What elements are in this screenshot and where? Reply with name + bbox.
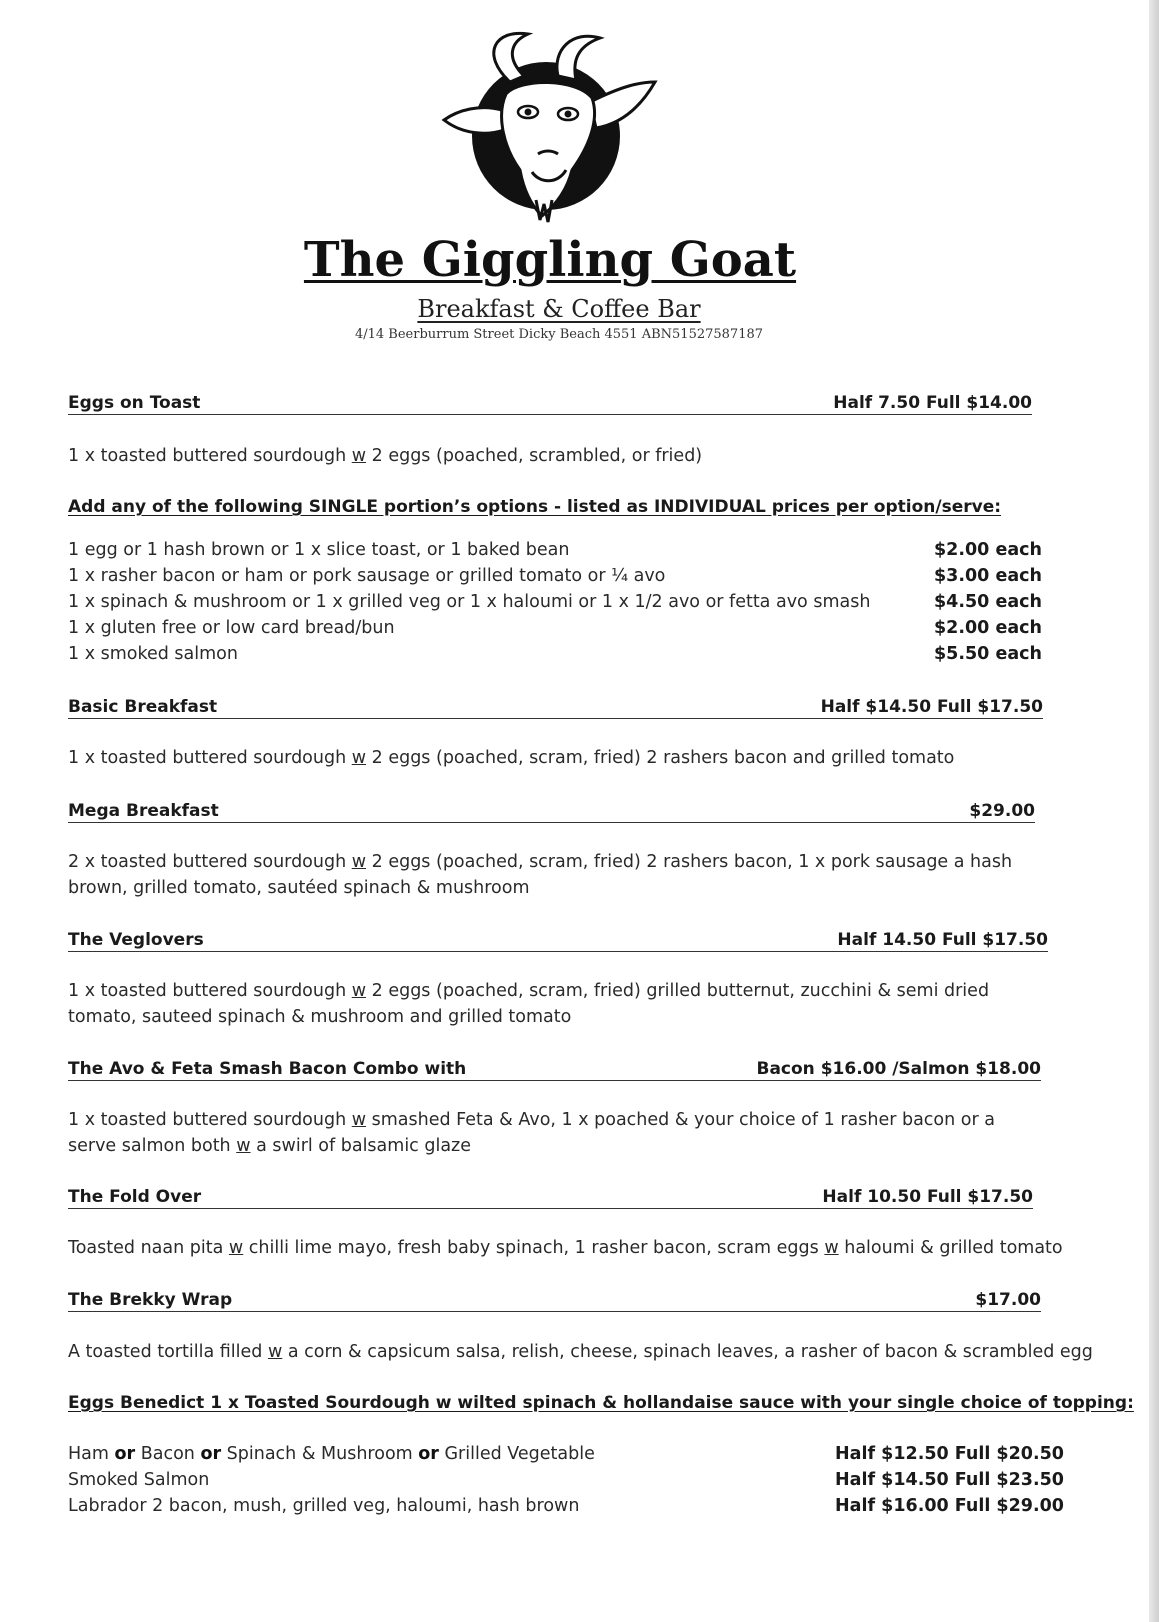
- section-veglovers: [68, 927, 1048, 952]
- addon-row: 1 x spinach & mushroom or 1 x grilled veg or 1 x haloumi or 1 x 1/2 avo or fetta avo smash $4.50 each: [68, 592, 1042, 612]
- addon-row: 1 x gluten free or low card bread/bun $2.00 each: [68, 618, 1042, 638]
- section-avo-feta-smash: [68, 1056, 1041, 1081]
- benedict-row: Labrador 2 bacon, mush, grilled veg, haloumi, hash brown Half $16.00 Full $29.00: [68, 1496, 1064, 1516]
- section-mega-breakfast: [68, 798, 1035, 823]
- section-name: The Brekky Wrap: [68, 1290, 233, 1310]
- section-price: Bacon $16.00 /Salmon $18.00: [756, 1059, 1041, 1079]
- addon-row: 1 egg or 1 hash brown or 1 x slice toast, or 1 baked bean $2.00 each: [68, 540, 1042, 560]
- restaurant-title: The Giggling Goat: [303, 232, 797, 288]
- addons-heading: Add any of the following SINGLE portion’s options - listed as INDIVIDUAL prices per option/serve:: [68, 497, 1002, 517]
- addon-row: 1 x rasher bacon or ham or pork sausage or grilled tomato or ¼ avo $3.00 each: [68, 566, 1042, 586]
- basic-breakfast-description: 1 x toasted buttered sourdough w 2 eggs (poached, scram, fried) 2 rashers bacon and grilled tomato: [68, 748, 955, 768]
- section-name: Basic Breakfast: [68, 697, 218, 717]
- section-price: Half $14.50 Full $17.50: [820, 697, 1043, 717]
- section-eggs-on-toast: [68, 390, 1032, 415]
- addon-row: 1 x smoked salmon $5.50 each: [68, 644, 1042, 664]
- goat-logo-icon: [440, 24, 680, 224]
- mega-breakfast-description: 2 x toasted buttered sourdough w 2 eggs (poached, scram, fried) 2 rashers bacon, 1 x pork sausage a hash brown, grilled tomato, sautéed spinach & mushroom: [68, 852, 1013, 898]
- section-basic-breakfast: [68, 694, 1043, 719]
- section-price: Half 10.50 Full $17.50: [822, 1187, 1033, 1207]
- benedict-row: Ham or Bacon or Spinach & Mushroom or Grilled Vegetable Half $12.50 Full $20.50: [68, 1444, 1064, 1464]
- fold-over-description: Toasted naan pita w chilli lime mayo, fresh baby spinach, 1 rasher bacon, scram eggs w haloumi & grilled tomato: [68, 1238, 1063, 1258]
- section-price: Half 7.50 Full $14.00: [833, 393, 1032, 413]
- eggs-benedict-heading: Eggs Benedict 1 x Toasted Sourdough w wilted spinach & hollandaise sauce with your single choice of topping:: [68, 1393, 1134, 1413]
- section-name: The Avo & Feta Smash Bacon Combo with: [68, 1059, 467, 1079]
- restaurant-address: 4/14 Beerburrum Street Dicky Beach 4551 ABN51527587187: [354, 327, 764, 342]
- section-name: Eggs on Toast: [68, 393, 201, 413]
- section-price: $17.00: [975, 1290, 1041, 1310]
- section-price: $29.00: [969, 801, 1035, 821]
- section-name: The Fold Over: [68, 1187, 202, 1207]
- brekky-wrap-description: A toasted tortilla filled w a corn & capsicum salsa, relish, cheese, spinach leaves, a rasher of bacon & scrambled egg: [68, 1342, 1093, 1362]
- restaurant-subtitle: Breakfast & Coffee Bar: [417, 295, 701, 323]
- section-name: The Veglovers: [68, 930, 204, 950]
- veglovers-description: 1 x toasted buttered sourdough w 2 eggs (poached, scram, fried) grilled butternut, zucchini & semi dried tomato, sauteed spinach & mushroom and grilled tomato: [68, 981, 990, 1027]
- page-edge: [1149, 0, 1159, 1622]
- eggs-on-toast-description: 1 x toasted buttered sourdough w 2 eggs (poached, scrambled, or fried): [68, 446, 703, 466]
- avo-feta-description: 1 x toasted buttered sourdough w smashed Feta & Avo, 1 x poached & your choice of 1 rasher bacon or a serve salmon both w a swirl of balsamic glaze: [68, 1110, 995, 1156]
- benedict-row: Smoked Salmon Half $14.50 Full $23.50: [68, 1470, 1064, 1490]
- section-brekky-wrap: [68, 1287, 1041, 1312]
- section-price: Half 14.50 Full $17.50: [837, 930, 1048, 950]
- section-fold-over: [68, 1184, 1033, 1209]
- section-name: Mega Breakfast: [68, 801, 219, 821]
